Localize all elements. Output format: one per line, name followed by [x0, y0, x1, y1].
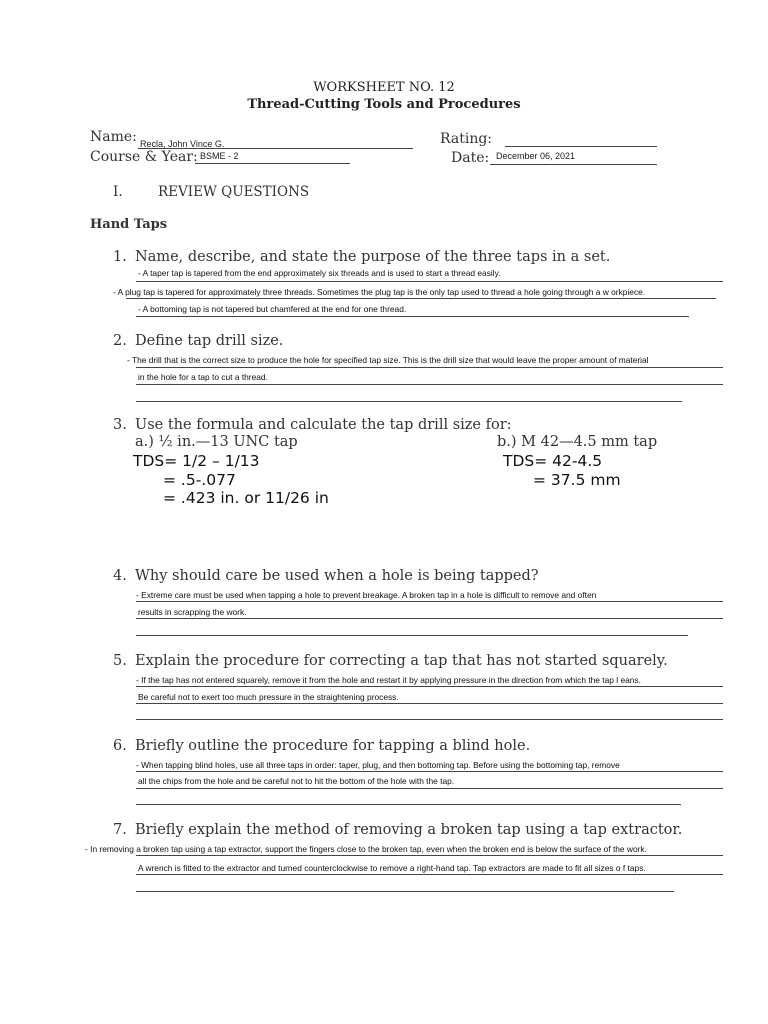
- answer-line-1: - Extreme care must be used when tapping a hole to prevent breakage. A broken tap in a hole is difficult to remove and often: [136, 590, 597, 600]
- answer-line-3: - A bottoming tap is not tapered but chamfered at the end for one thread.: [138, 304, 407, 314]
- answer-line-1: - The drill that is the correct size to produce the hole for specified tap size. This is the drill size that would leave the proper amount of material: [127, 355, 649, 365]
- date-value: December 06, 2021: [496, 151, 576, 161]
- section-number: I.: [113, 184, 123, 200]
- question-number: 4.: [113, 568, 127, 584]
- part-a-work-2: = .5-.077: [163, 471, 236, 489]
- name-label: Name:: [90, 129, 137, 145]
- worksheet-subtitle: Thread-Cutting Tools and Procedures: [247, 97, 521, 112]
- part-a-label: a.) ½ in.—13 UNC tap: [135, 434, 298, 450]
- answer-line-1: - If the tap has not entered squarely, remove it from the hole and restart it by applying pressure in the direction from which the tap l eans.: [136, 675, 641, 685]
- question-text: Why should care be used when a hole is being tapped?: [135, 568, 539, 584]
- answer-rule: [126, 298, 716, 299]
- question-number: 5.: [113, 653, 127, 669]
- answer-line-2: all the chips from the hole and be careful not to hit the bottom of the hole with the tap.: [138, 776, 455, 786]
- answer-rule: [136, 686, 723, 687]
- answer-rule: [136, 874, 723, 875]
- answer-rule: [136, 855, 723, 856]
- question-number: 3.: [113, 417, 127, 433]
- part-b-work-1: TDS= 42-4.5: [503, 452, 603, 470]
- answer-rule: [136, 367, 723, 368]
- question-number: 7.: [113, 822, 127, 838]
- question-number: 1.: [113, 249, 127, 265]
- answer-rule: [136, 719, 723, 720]
- answer-rule: [136, 891, 674, 892]
- answer-rule: [136, 401, 682, 402]
- answer-rule: [136, 788, 723, 789]
- course-field-line: [195, 163, 350, 164]
- part-a-work-3: = .423 in. or 11/26 in: [163, 489, 329, 507]
- question-text: Name, describe, and state the purpose of the three taps in a set.: [135, 249, 611, 265]
- part-b-work-2: = 37.5 mm: [533, 471, 621, 489]
- answer-line-1: - A taper tap is tapered from the end approximately six threads and is used to start a thread easily.: [138, 268, 501, 278]
- answer-rule: [136, 804, 681, 805]
- date-label: Date:: [451, 150, 490, 166]
- answer-rule: [136, 281, 723, 282]
- answer-line-1: - When tapping blind holes, use all three taps in order: taper, plug, and then bottoming tap. Before using the bottoming tap, remove: [136, 760, 620, 770]
- part-a-work-1: TDS= 1/2 – 1/13: [133, 452, 260, 470]
- answer-rule: [136, 384, 723, 385]
- question-text: Explain the procedure for correcting a tap that has not started squarely.: [135, 653, 668, 669]
- question-text: Briefly outline the procedure for tapping a blind hole.: [135, 738, 531, 754]
- rating-label: Rating:: [440, 131, 493, 147]
- question-text: Briefly explain the method of removing a broken tap using a tap extractor.: [135, 822, 683, 838]
- answer-rule: [136, 703, 723, 704]
- section-title: REVIEW QUESTIONS: [158, 184, 310, 200]
- answer-line-1: - In removing a broken tap using a tap extractor, support the fingers close to the broken tap, even when the broken end is below the surface of the work.: [85, 844, 647, 854]
- answer-line-2: Be careful not to exert too much pressure in the straightening process.: [138, 692, 399, 702]
- answer-line-2: in the hole for a tap to cut a thread.: [138, 372, 268, 382]
- subsection-title: Hand Taps: [90, 217, 168, 232]
- question-text: Define tap drill size.: [135, 333, 284, 349]
- question-number: 2.: [113, 333, 127, 349]
- course-value: BSME - 2: [200, 151, 239, 161]
- part-b-label: b.) M 42—4.5 mm tap: [497, 434, 658, 450]
- worksheet-title: WORKSHEET NO. 12: [313, 80, 455, 95]
- name-value: Recla, John Vince G.: [140, 139, 225, 149]
- question-number: 6.: [113, 738, 127, 754]
- answer-line-2: A wrench is fitted to the extractor and turned counterclockwise to remove a right-hand tap. Tap extractors are made to fit all sizes o f taps.: [138, 863, 646, 873]
- course-label: Course & Year:: [90, 149, 198, 165]
- question-text: Use the formula and calculate the tap drill size for:: [135, 417, 512, 433]
- rating-field-line: [505, 146, 657, 147]
- answer-line-2: results in scrapping the work.: [138, 607, 247, 617]
- answer-rule: [136, 618, 723, 619]
- answer-rule: [136, 316, 689, 317]
- answer-rule: [136, 601, 723, 602]
- answer-line-2: - A plug tap is tapered for approximately three threads. Sometimes the plug tap is the only tap used to thread a hole going through a w orkpiece.: [113, 287, 646, 297]
- date-field-line: [490, 164, 657, 165]
- answer-rule: [136, 635, 688, 636]
- answer-rule: [136, 771, 723, 772]
